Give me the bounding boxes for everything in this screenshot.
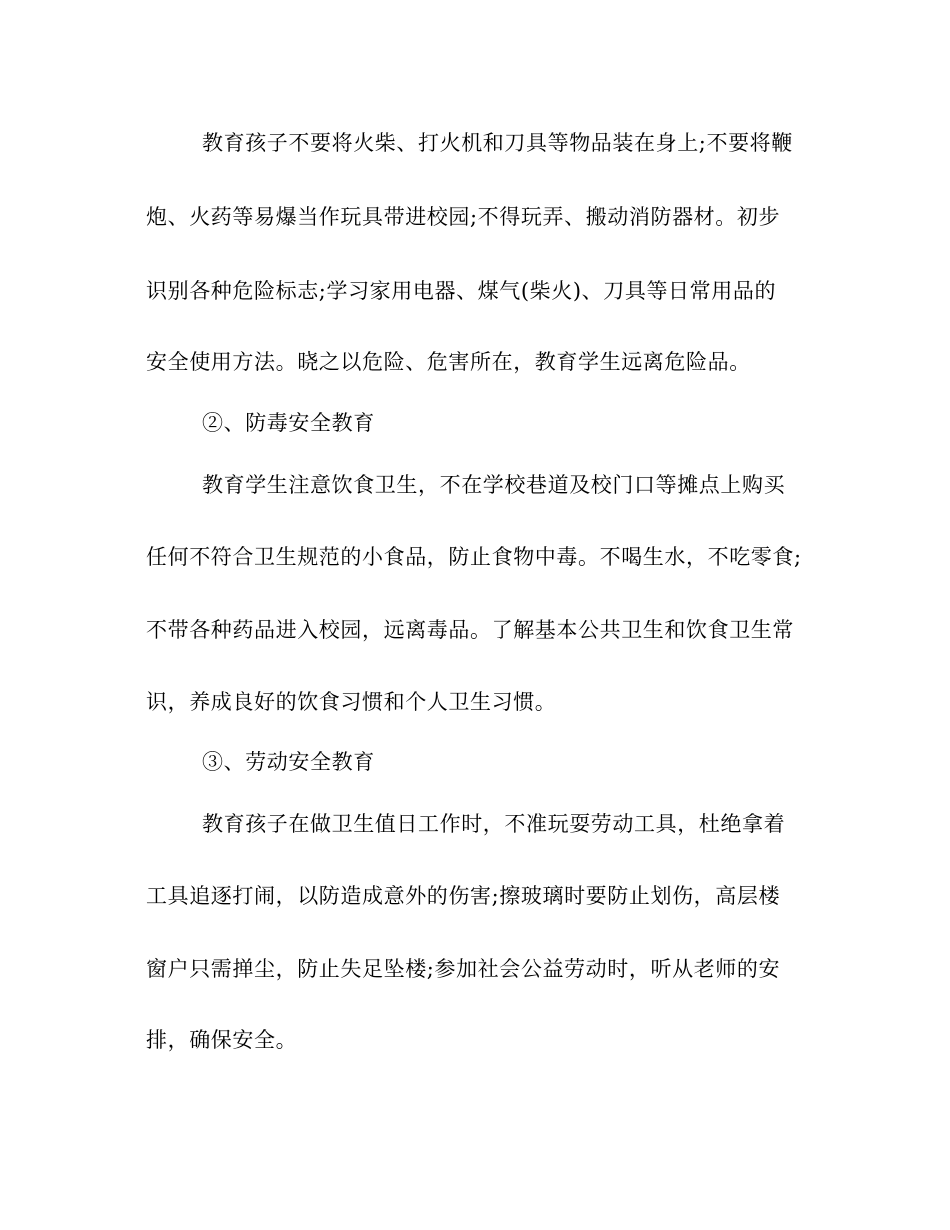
paragraph-line: 不带各种药品进入校园，远离毒品。了解基本公共卫生和饮食卫生常 [146, 618, 794, 642]
paragraph-line: 安全使用方法。晓之以危险、危害所在，教育学生远离危险品。 [146, 350, 751, 374]
paragraph-line: 识，养成良好的饮食习惯和个人卫生习惯。 [146, 690, 557, 714]
paragraph-line: 排，确保安全。 [146, 1028, 298, 1052]
paragraph-line: 教育孩子在做卫生值日工作时，不准玩耍劳动工具，杜绝拿着 [202, 812, 786, 836]
paragraph-line: 炮、火药等易爆当作玩具带进校园;不得玩弄、搬动消防器材。初步 [146, 205, 781, 229]
section-heading: ③、劳动安全教育 [202, 750, 375, 774]
paragraph-line: 教育学生注意饮食卫生，不在学校巷道及校门口等摊点上购买 [202, 473, 786, 497]
paragraph-line: 窗户只需掸尘，防止失足坠楼;参加社会公益劳动时，听从老师的安 [146, 957, 781, 981]
section-heading: ②、防毒安全教育 [202, 411, 375, 435]
paragraph-line: 工具追逐打闹，以防造成意外的伤害;擦玻璃时要防止划伤，高层楼 [146, 884, 781, 908]
paragraph-line: 任何不符合卫生规范的小食品，防止食物中毒。不喝生水，不吃零食; [146, 545, 802, 569]
paragraph-line: 教育孩子不要将火柴、打火机和刀具等物品装在身上;不要将鞭 [202, 131, 793, 155]
paragraph-line: 识别各种危险标志;学习家用电器、煤气(柴火)、刀具等日常用品的 [146, 279, 777, 303]
